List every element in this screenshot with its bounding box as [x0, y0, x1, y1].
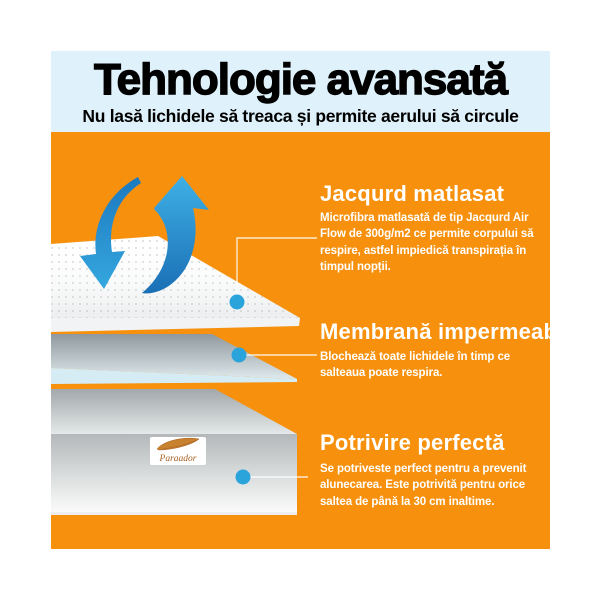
section-jacquard-body: Microfibra matlasată de tip Jacqurd Air Flow de 300g/m2 ce permite corpului să respire, astfel impiedică transpirația în timpul nopții.	[320, 212, 534, 273]
marker-dot-membrane	[232, 348, 247, 363]
page-subtitle: Nu lasă lichidele să treaca și permite aerului să circule	[82, 106, 519, 126]
section-fit-body: Se potriveste perfect pentru a prevenit alunecarea. Este potrivită pentru orice saltea de până la 30 cm inaltime.	[320, 463, 527, 508]
section-jacquard-heading: Jacqurd matlasat	[320, 181, 505, 206]
waterproof-membrane-layer	[51, 334, 297, 384]
brand-logo	[150, 437, 206, 465]
marker-dot-fit	[236, 470, 251, 485]
section-membrane-body: Blochează toate lichidele în timp ce salteaua poate respira.	[320, 351, 511, 380]
section-membrane-heading: Membrană impermeabilă	[320, 319, 583, 344]
brand-name: Paraador	[159, 454, 197, 464]
section-fit-heading: Potrivire perfectă	[320, 430, 505, 455]
page-title: Tehnologie avansată	[94, 55, 507, 104]
marker-dot-jacquard	[230, 295, 245, 310]
